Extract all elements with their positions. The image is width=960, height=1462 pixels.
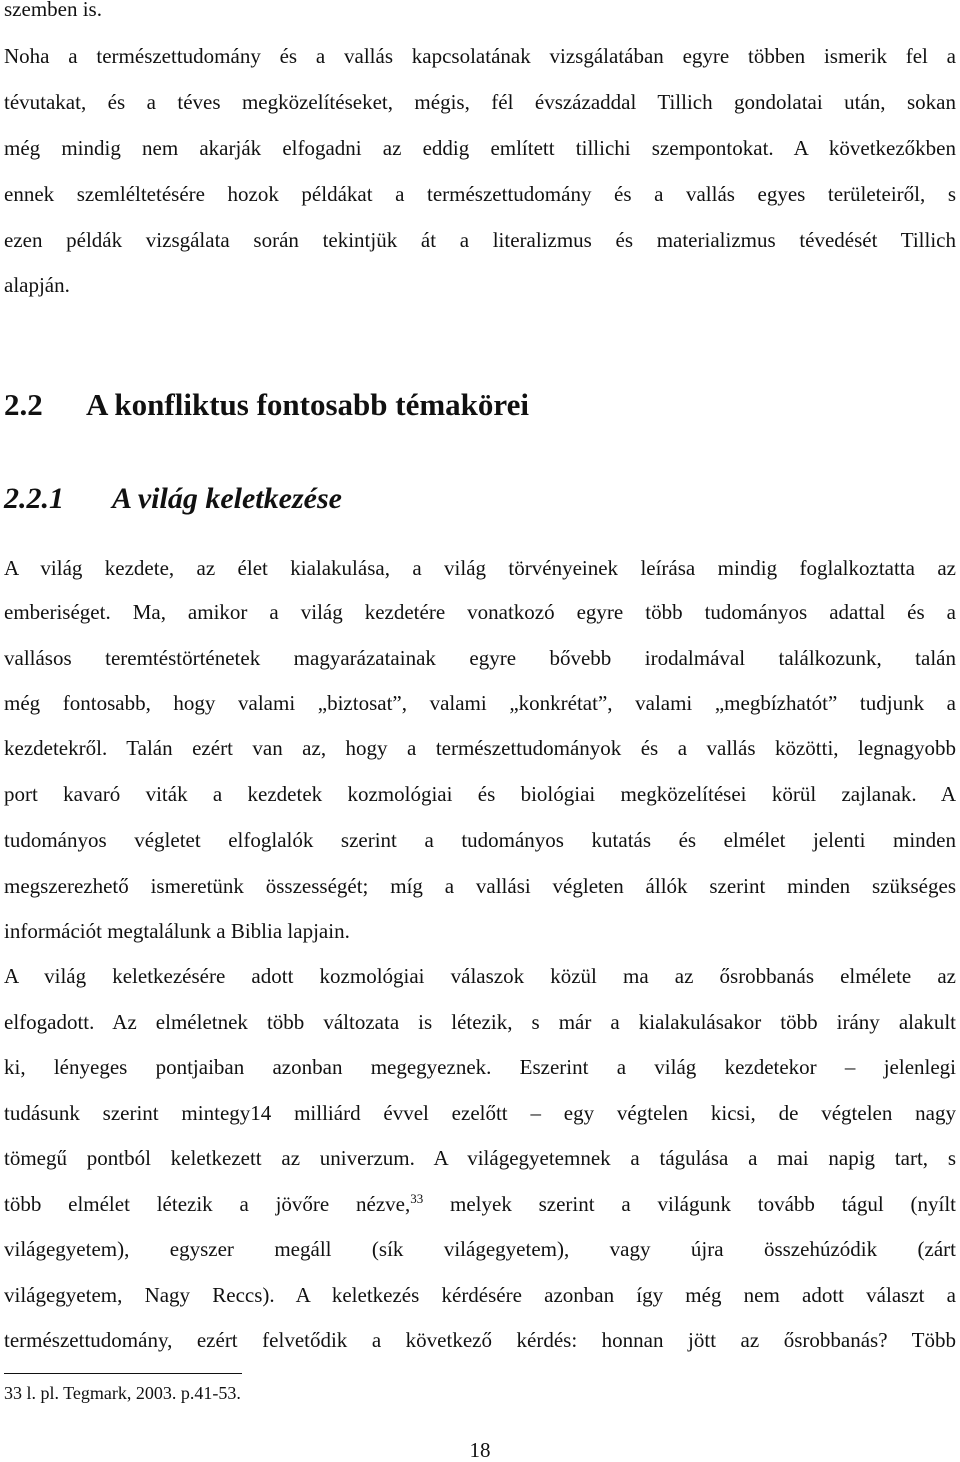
text-line: világegyetem, Nagy Reccs). A keletkezés kérdésére azonban így még nem adott választ a	[4, 1283, 956, 1307]
text-line: elfogadott. Az elméletnek több változata is létezik, s már a kialakulásakor több irány alakult	[4, 1010, 956, 1034]
text-line-with-footnote	[4, 1191, 956, 1217]
text-fragment: több elmélet létezik a jövőre nézve,	[4, 1192, 411, 1216]
footnote: 33 l. pl. Tegmark, 2003. p.41-53.	[4, 1383, 241, 1403]
text-line: A világ keletkezésére adott kozmológiai válaszok közül ma az ősrobbanás elmélete az	[4, 964, 956, 988]
text-line: tömegű pontból keletkezett az univerzum. A világegyetemnek a tágulása a mai napig tart, s	[4, 1146, 956, 1170]
text-line: megszerezhető ismeretünk összességét; míg a vallási végleten állók szerint minden szükséges	[4, 874, 956, 898]
subsection-title: A világ keletkezése	[112, 482, 342, 515]
text-line: Noha a természettudomány és a vallás kapcsolatának vizsgálatában egyre többen ismerik fel a	[4, 44, 956, 68]
text-line: még mindig nem akarják elfogadni az eddig említett tillichi szempontokat. A következőkben	[4, 136, 956, 160]
text-line: szemben is.	[4, 0, 102, 21]
text-line: világegyetem), egyszer megáll (sík világegyetem), vagy újra összehúzódik (zárt	[4, 1237, 956, 1261]
text-line: információt megtalálunk a Biblia lapjain.	[4, 919, 350, 943]
section-title: A konfliktus fontosabb témakörei	[86, 387, 529, 422]
text-line: tudásunk szerint mintegy14 milliárd évvel ezelőtt – egy végtelen kicsi, de végtelen nagy	[4, 1101, 956, 1125]
subsection-heading	[4, 481, 342, 517]
text-line: még fontosabb, hogy valami „biztosat”, valami „konkrétat”, valami „megbízhatót” tudjunk a	[4, 691, 956, 715]
text-line: kezdetekről. Talán ezért van az, hogy a természettudományok és a vallás közötti, legnagyobb	[4, 736, 956, 760]
text-line: tudományos végletet elfoglalók szerint a tudományos kutatás és elmélet jelenti minden	[4, 828, 956, 852]
text-line: ennek szemléltetésére hozok példákat a természettudomány és a vallás egyes területeiről, s	[4, 182, 956, 206]
text-line: természettudomány, ezért felvetődik a következő kérdés: honnan jött az ősrobbanás? Több	[4, 1328, 956, 1352]
text-line: emberiséget. Ma, amikor a világ kezdetére vonatkozó egyre több tudományos adattal és a	[4, 600, 956, 624]
text-line: vallásos teremtéstörténetek magyarázatainak egyre bővebb irodalmával találkozunk, talán	[4, 646, 956, 670]
footnote-separator	[4, 1373, 242, 1374]
subsection-number: 2.2.1	[4, 482, 64, 515]
footnote-reference[interactable]: 33	[410, 1191, 424, 1206]
text-fragment: melyek szerint a világunk tovább tágul (nyílt	[423, 1192, 956, 1216]
text-line: ezen példák vizsgálata során tekintjük át a literalizmus és materializmus tévedését Tillich	[4, 228, 956, 252]
section-heading	[4, 387, 529, 423]
page-number: 18	[469, 1438, 491, 1462]
text-line: alapján.	[4, 273, 70, 297]
text-line: tévutakat, és a téves megközelítéseket, mégis, fél évszázaddal Tillich gondolatai után, sokan	[4, 90, 956, 114]
text-line: port kavaró viták a kezdetek kozmológiai és biológiai megközelítései körül zajlanak. A	[4, 782, 956, 806]
text-line: A világ kezdete, az élet kialakulása, a világ törvényeinek leírása mindig foglalkoztatta az	[4, 556, 956, 580]
text-line: ki, lényeges pontjaiban azonban megegyeznek. Eszerint a világ kezdetekor – jelenlegi	[4, 1055, 956, 1079]
section-number: 2.2	[4, 387, 43, 422]
